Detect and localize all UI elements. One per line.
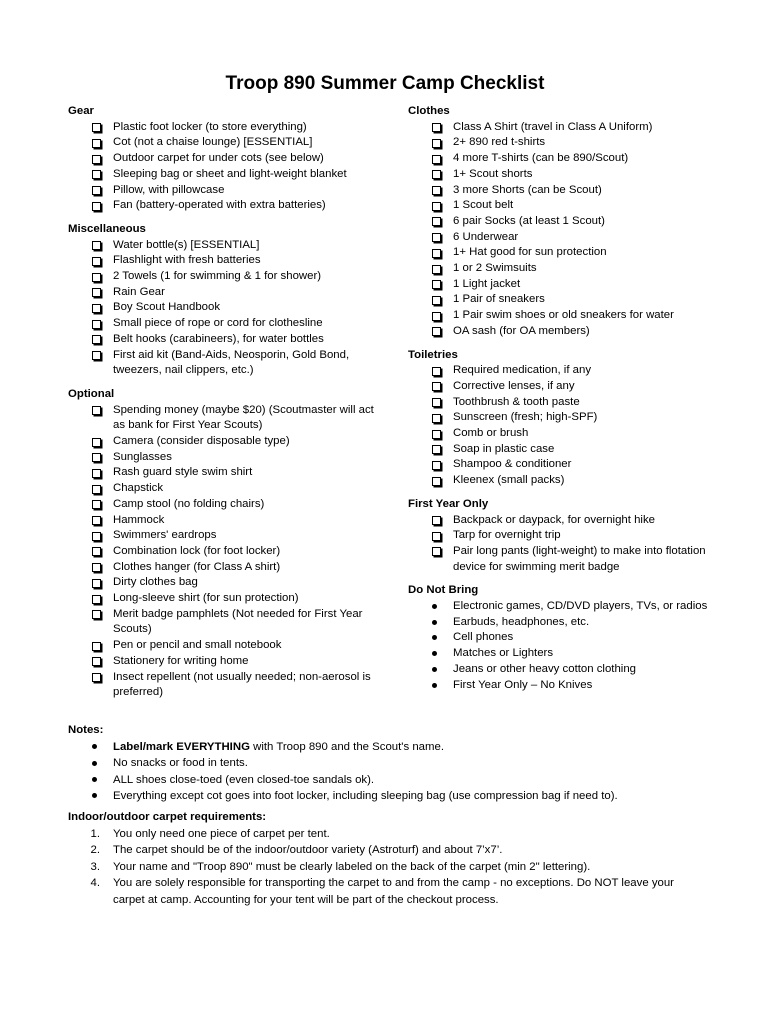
checklist-item[interactable]: Comb or brush [408,426,708,442]
checkbox-icon[interactable] [92,610,101,619]
checklist-item[interactable]: 6 pair Socks (at least 1 Scout) [408,214,708,230]
checkbox-icon[interactable] [92,673,101,682]
checklist-item[interactable]: 2 Towels (1 for swimming & 1 for shower) [68,269,388,285]
checklist-item[interactable]: Swimmers' eardrops [68,528,388,544]
notes-heading: Notes: [68,724,104,736]
checkbox-icon[interactable] [92,485,101,494]
checkbox-icon[interactable] [432,516,441,525]
checklist-item[interactable]: Outdoor carpet for under cots (see below) [68,151,388,167]
checkbox-icon[interactable] [92,170,101,179]
checkbox-icon[interactable] [432,170,441,179]
bullet-icon [432,604,437,609]
checkbox-icon[interactable] [432,367,441,376]
checkbox-icon[interactable] [92,595,101,604]
checklist-item[interactable]: Hammock [68,513,388,529]
checklist-item[interactable]: Combination lock (for foot locker) [68,544,388,560]
checkbox-icon[interactable] [432,139,441,148]
checkbox-icon[interactable] [432,430,441,439]
checklist-item[interactable]: Pen or pencil and small notebook [68,638,388,654]
checklist-item[interactable]: Toothbrush & tooth paste [408,395,708,411]
section-do-not-bring [408,583,708,693]
numbered-item: 4. You are solely responsible for transporting the carpet to and from the camp - no exceptions. Do NOT leave your carpet at camp. Accounting for your tent will be part of the checkout process. [90,877,674,906]
carpet-heading: Indoor/outdoor carpet requirements: [68,811,267,824]
checklist-item[interactable]: Chapstick [68,481,388,497]
checkbox-icon[interactable] [432,312,441,321]
checklist-item[interactable]: Merit badge pamphlets (Not needed for First Year Scouts) [68,607,388,638]
checkbox-icon[interactable] [432,155,441,164]
checklist-item[interactable]: Class A Shirt (travel in Class A Uniform) [408,120,708,136]
checkbox-icon[interactable] [432,186,441,195]
checklist-item[interactable]: Pillow, with pillowcase [68,183,388,199]
checklist-item[interactable]: Camp stool (no folding chairs) [68,497,388,513]
checklist [68,238,388,379]
section-heading: First Year Only [408,497,489,510]
checkbox-icon[interactable] [432,327,441,336]
checklist-item[interactable]: 1 or 2 Swimsuits [408,261,708,277]
checkbox-icon[interactable] [432,249,441,258]
checkbox-icon[interactable] [432,461,441,470]
checklist-item[interactable]: Clothes hanger (for Class A shirt) [68,560,388,576]
checklist-item[interactable]: 1 Pair swim shoes or old sneakers for water [408,308,708,324]
checkbox-icon[interactable] [432,414,441,423]
checklist-item[interactable]: Rain Gear [68,285,388,301]
right-column [408,104,708,701]
checkbox-icon[interactable] [92,579,101,588]
checklist-item[interactable]: Cot (not a chaise lounge) [ESSENTIAL] [68,135,388,151]
checkbox-icon[interactable] [432,202,441,211]
checklist-item[interactable]: 6 Underwear [408,230,708,246]
note-item: Label/mark EVERYTHING with Troop 890 and the Scout's name. [68,739,708,755]
checkbox-icon[interactable] [432,382,441,391]
section-heading: Optional [68,387,115,400]
checkbox-icon[interactable] [432,233,441,242]
checklist-item[interactable]: 2+ 890 red t-shirts [408,135,708,151]
checkbox-icon[interactable] [92,547,101,556]
checkbox-icon[interactable] [92,241,101,250]
checklist-item[interactable]: 1+ Scout shorts [408,167,708,183]
note-item: No snacks or food in tents. [68,755,708,771]
checkbox-icon[interactable] [92,155,101,164]
numbered-item: 2. The carpet should be of the indoor/outdoor variety (Astroturf) and about 7’x7’. [90,844,503,857]
numbered-item: 3. Your name and "Troop 890" must be clearly labeled on the back of the carpet (min 2" lettering). [90,860,591,873]
section-gear [68,104,388,214]
notes-block [68,723,708,908]
list-item: First Year Only – No Knives [408,678,708,694]
list-item: Cell phones [408,630,708,646]
checklist-item[interactable]: Kleenex (small packs) [408,473,708,489]
page-title: Troop 890 Summer Camp Checklist [225,73,545,94]
checklist-item[interactable]: Long-sleeve shirt (for sun protection) [68,591,388,607]
checklist-item[interactable]: First aid kit (Band-Aids, Neosporin, Gold Bond, tweezers, nail clippers, etc.) [68,348,388,379]
checklist-item[interactable]: Sunscreen (fresh; high-SPF) [408,410,708,426]
checklist-item[interactable]: Boy Scout Handbook [68,300,388,316]
note-item: Everything except cot goes into foot locker, including sleeping bag (use compression bag if need to). [68,788,708,804]
bullet-icon [92,793,97,798]
checklist-item[interactable]: Small piece of rope or cord for clothesline [68,316,388,332]
carpet-requirements-list [68,826,708,908]
bullet-icon [432,635,437,640]
checkbox-icon[interactable] [92,532,101,541]
checkbox-icon[interactable] [92,288,101,297]
list-item: Jeans or other heavy cotton clothing [408,662,708,678]
bullet-icon [432,620,437,625]
checklist-item[interactable]: OA sash (for OA members) [408,324,708,340]
checklist [408,513,708,576]
checklist-item[interactable]: Water bottle(s) [ESSENTIAL] [68,238,388,254]
section-heading: Miscellaneous [68,222,146,235]
bullet-icon [432,683,437,688]
notes-list [68,739,708,805]
checkbox-icon[interactable] [432,123,441,132]
section-miscellaneous [68,222,388,379]
checklist-item[interactable]: 1 Scout belt [408,198,708,214]
checklist-item[interactable]: Required medication, if any [408,363,708,379]
section-heading: Clothes [408,105,450,117]
numbered-item: 1. You only need one piece of carpet per tent. [90,828,330,840]
note-item: ALL shoes close-toed (even closed-toe sandals ok). [68,772,708,788]
checkbox-icon[interactable] [432,547,441,556]
list-item: Electronic games, CD/DVD players, TVs, or radios [408,599,708,615]
checkbox-icon[interactable] [92,257,101,266]
checklist-item[interactable]: Shampoo & conditioner [408,457,708,473]
checklist-item[interactable]: Stationery for writing home [68,654,388,670]
section-clothes [408,104,708,340]
bullet-icon [432,667,437,672]
checkbox-icon[interactable] [92,453,101,462]
checkbox-icon[interactable] [432,265,441,274]
section-optional [68,387,388,701]
bullet-icon [92,744,97,749]
checklist [408,363,708,489]
checkbox-icon[interactable] [92,139,101,148]
checkbox-icon[interactable] [432,532,441,541]
checkbox-icon[interactable] [92,642,101,651]
checkbox-icon[interactable] [92,563,101,572]
section-heading: Gear [68,105,94,117]
checklist [68,120,388,214]
checklist-item[interactable]: Rash guard style swim shirt [68,465,388,481]
checklist-item[interactable]: Fan (battery-operated with extra batteries) [68,198,388,214]
checkbox-icon[interactable] [92,500,101,509]
section-heading: Do Not Bring [408,584,479,597]
checklist-item[interactable]: Plastic foot locker (to store everything) [68,120,388,136]
checkbox-icon[interactable] [92,406,101,415]
checklist-item[interactable]: Dirty clothes bag [68,575,388,591]
checkbox-icon[interactable] [92,335,101,344]
checklist-item[interactable]: Backpack or daypack, for overnight hike [408,513,708,529]
section-first-year-only [408,497,708,576]
checkbox-icon[interactable] [92,320,101,329]
checklist [68,403,388,701]
checkbox-icon[interactable] [432,398,441,407]
checklist-item[interactable]: Soap in plastic case [408,442,708,458]
checkbox-icon[interactable] [92,438,101,447]
checkbox-icon[interactable] [432,445,441,454]
checklist-item[interactable]: Flashlight with fresh batteries [68,253,388,269]
checkbox-icon[interactable] [92,516,101,525]
checkbox-icon[interactable] [92,123,101,132]
bullet-icon [92,777,97,782]
checklist-item[interactable]: Camera (consider disposable type) [68,434,388,450]
checklist-item[interactable]: Sleeping bag or sheet and light-weight blanket [68,167,388,183]
bullet-icon [432,651,437,656]
checkbox-icon[interactable] [92,273,101,282]
checklist-item[interactable]: 1 Light jacket [408,277,708,293]
checkbox-icon[interactable] [92,657,101,666]
bullet-icon [92,761,97,766]
checkbox-icon[interactable] [92,202,101,211]
checkbox-icon[interactable] [92,351,101,360]
list-item: Earbuds, headphones, etc. [408,615,708,631]
checkbox-icon[interactable] [432,296,441,305]
checkbox-icon[interactable] [432,280,441,289]
checklist-item[interactable]: Belt hooks (carabineers), for water bottles [68,332,388,348]
section-heading: Toiletries [408,348,458,361]
checklist-item[interactable]: 4 more T-shirts (can be 890/Scout) [408,151,708,167]
checkbox-icon[interactable] [92,186,101,195]
checkbox-icon[interactable] [92,469,101,478]
section-toiletries [408,348,708,489]
checklist-item[interactable]: Insect repellent (not usually needed; non-aerosol is preferred) [68,670,388,701]
checklist-item[interactable]: 3 more Shorts (can be Scout) [408,183,708,199]
checklist-item[interactable]: 1+ Hat good for sun protection [408,245,708,261]
checkbox-icon[interactable] [92,304,101,313]
list-item: Matches or Lighters [408,646,708,662]
checkbox-icon[interactable] [432,217,441,226]
bullet-list [408,599,708,693]
checklist-item[interactable]: 1 Pair of sneakers [408,292,708,308]
checklist-item[interactable]: Spending money (maybe $20) (Scoutmaster will act as bank for First Year Scouts) [68,403,388,434]
checkbox-icon[interactable] [432,477,441,486]
checklist [408,120,708,340]
checklist-item[interactable]: Sunglasses [68,450,388,466]
checklist-item[interactable]: Pair long pants (light-weight) to make into flotation device for swimming merit badge [408,544,708,575]
checklist-item[interactable]: Corrective lenses, if any [408,379,708,395]
left-column [68,104,388,709]
checklist-item[interactable]: Tarp for overnight trip [408,528,708,544]
